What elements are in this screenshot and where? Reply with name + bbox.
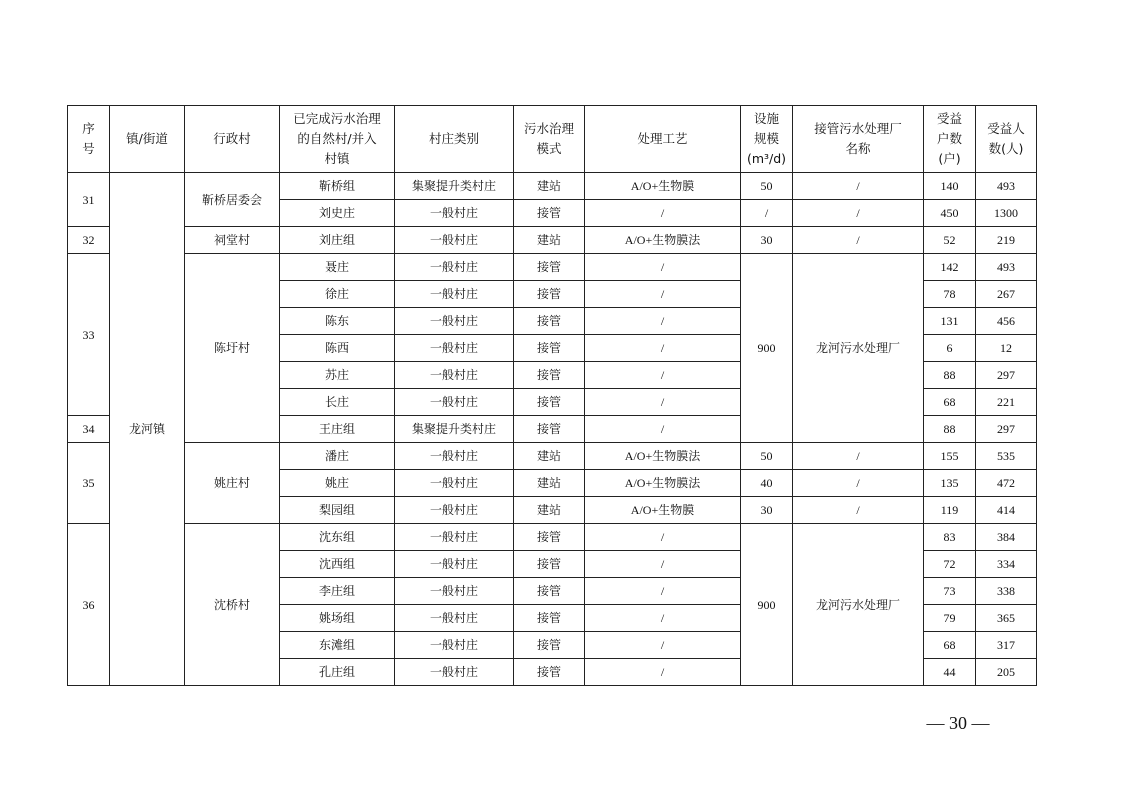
mode-cell: 接管 — [514, 416, 585, 443]
type-cell: 一般村庄 — [395, 443, 514, 470]
population-cell: 493 — [976, 173, 1037, 200]
households-cell: 142 — [924, 254, 976, 281]
village-cell: 沈东组 — [280, 524, 395, 551]
population-cell: 414 — [976, 497, 1037, 524]
village-cell: 长庄 — [280, 389, 395, 416]
scale-merged-cell: 900 — [741, 254, 793, 443]
village-cell: 刘庄组 — [280, 227, 395, 254]
process-cell: A/O+生物膜 — [585, 497, 741, 524]
plant-cell: / — [793, 200, 924, 227]
mode-cell: 建站 — [514, 227, 585, 254]
households-cell: 6 — [924, 335, 976, 362]
mode-cell: 接管 — [514, 335, 585, 362]
header-seq: 序 号 — [68, 106, 110, 173]
plant-merged-cell: 龙河污水处理厂 — [793, 254, 924, 443]
table-row — [68, 524, 1037, 551]
population-cell: 205 — [976, 659, 1037, 686]
population-cell: 12 — [976, 335, 1037, 362]
process-cell: / — [585, 524, 741, 551]
admin-village-cell: 沈桥村 — [185, 524, 280, 686]
plant-cell: / — [793, 443, 924, 470]
type-cell: 一般村庄 — [395, 200, 514, 227]
households-cell: 78 — [924, 281, 976, 308]
village-cell: 陈东 — [280, 308, 395, 335]
village-cell: 沈西组 — [280, 551, 395, 578]
households-cell: 68 — [924, 389, 976, 416]
mode-cell: 接管 — [514, 200, 585, 227]
type-cell: 一般村庄 — [395, 578, 514, 605]
village-cell: 姚庄 — [280, 470, 395, 497]
mode-cell: 接管 — [514, 362, 585, 389]
scale-cell: 50 — [741, 173, 793, 200]
seq-cell: 35 — [68, 443, 110, 524]
plant-cell: / — [793, 173, 924, 200]
village-cell: 徐庄 — [280, 281, 395, 308]
type-cell: 一般村庄 — [395, 632, 514, 659]
village-cell: 姚场组 — [280, 605, 395, 632]
table-row — [68, 173, 1037, 200]
mode-cell: 建站 — [514, 443, 585, 470]
mode-cell: 接管 — [514, 524, 585, 551]
header-admin-village: 行政村 — [185, 106, 280, 173]
mode-cell: 接管 — [514, 254, 585, 281]
mode-cell: 接管 — [514, 605, 585, 632]
households-cell: 52 — [924, 227, 976, 254]
header-process: 处理工艺 — [585, 106, 741, 173]
households-cell: 155 — [924, 443, 976, 470]
mode-cell: 建站 — [514, 173, 585, 200]
village-cell: 东滩组 — [280, 632, 395, 659]
households-cell: 119 — [924, 497, 976, 524]
process-cell: / — [585, 308, 741, 335]
process-cell: / — [585, 416, 741, 443]
households-cell: 131 — [924, 308, 976, 335]
table-row — [68, 254, 1037, 281]
table-row — [68, 443, 1037, 470]
admin-village-cell: 靳桥居委会 — [185, 173, 280, 227]
process-cell: / — [585, 200, 741, 227]
mode-cell: 建站 — [514, 497, 585, 524]
mode-cell: 接管 — [514, 551, 585, 578]
village-cell: 聂庄 — [280, 254, 395, 281]
mode-cell: 建站 — [514, 470, 585, 497]
population-cell: 267 — [976, 281, 1037, 308]
process-cell: A/O+生物膜法 — [585, 227, 741, 254]
plant-cell: / — [793, 497, 924, 524]
plant-cell: / — [793, 227, 924, 254]
households-cell: 450 — [924, 200, 976, 227]
population-cell: 317 — [976, 632, 1037, 659]
households-cell: 88 — [924, 362, 976, 389]
population-cell: 297 — [976, 362, 1037, 389]
type-cell: 集聚提升类村庄 — [395, 416, 514, 443]
village-cell: 孔庄组 — [280, 659, 395, 686]
mode-cell: 接管 — [514, 308, 585, 335]
page-number: — 30 — — [926, 713, 990, 733]
type-cell: 一般村庄 — [395, 551, 514, 578]
header-village-type: 村庄类别 — [395, 106, 514, 173]
households-cell: 73 — [924, 578, 976, 605]
process-cell: / — [585, 281, 741, 308]
scale-cell: 40 — [741, 470, 793, 497]
mode-cell: 接管 — [514, 281, 585, 308]
seq-cell: 32 — [68, 227, 110, 254]
scale-cell: 50 — [741, 443, 793, 470]
population-cell: 297 — [976, 416, 1037, 443]
population-cell: 493 — [976, 254, 1037, 281]
type-cell: 一般村庄 — [395, 362, 514, 389]
process-cell: A/O+生物膜法 — [585, 470, 741, 497]
header-population: 受益人 数(人) — [976, 106, 1037, 173]
header-natural-village: 已完成污水治理 的自然村/并入 村镇 — [280, 106, 395, 173]
scale-merged-cell: 900 — [741, 524, 793, 686]
village-cell: 靳桥组 — [280, 173, 395, 200]
header-town: 镇/街道 — [110, 106, 185, 173]
households-cell: 135 — [924, 470, 976, 497]
plant-cell: / — [793, 470, 924, 497]
wastewater-treatment-table — [67, 105, 1037, 686]
village-cell: 梨园组 — [280, 497, 395, 524]
type-cell: 一般村庄 — [395, 497, 514, 524]
mode-cell: 接管 — [514, 389, 585, 416]
table-row — [68, 227, 1037, 254]
households-cell: 68 — [924, 632, 976, 659]
population-cell: 334 — [976, 551, 1037, 578]
admin-village-cell: 祠堂村 — [185, 227, 280, 254]
scale-cell: 30 — [741, 227, 793, 254]
type-cell: 一般村庄 — [395, 389, 514, 416]
households-cell: 44 — [924, 659, 976, 686]
population-cell: 221 — [976, 389, 1037, 416]
process-cell: / — [585, 659, 741, 686]
type-cell: 一般村庄 — [395, 605, 514, 632]
population-cell: 472 — [976, 470, 1037, 497]
mode-cell: 接管 — [514, 578, 585, 605]
population-cell: 365 — [976, 605, 1037, 632]
header-scale: 设施 规模 (m³/d) — [741, 106, 793, 173]
seq-cell: 36 — [68, 524, 110, 686]
mode-cell: 接管 — [514, 632, 585, 659]
process-cell: A/O+生物膜 — [585, 173, 741, 200]
seq-cell: 33 — [68, 254, 110, 416]
type-cell: 一般村庄 — [395, 281, 514, 308]
households-cell: 79 — [924, 605, 976, 632]
households-cell: 83 — [924, 524, 976, 551]
plant-merged-cell: 龙河污水处理厂 — [793, 524, 924, 686]
header-treatment-mode: 污水治理 模式 — [514, 106, 585, 173]
seq-cell: 34 — [68, 416, 110, 443]
population-cell: 219 — [976, 227, 1037, 254]
process-cell: / — [585, 605, 741, 632]
header-row — [68, 106, 1037, 173]
admin-village-cell: 陈圩村 — [185, 254, 280, 443]
population-cell: 1300 — [976, 200, 1037, 227]
process-cell: / — [585, 578, 741, 605]
type-cell: 一般村庄 — [395, 308, 514, 335]
type-cell: 一般村庄 — [395, 659, 514, 686]
population-cell: 384 — [976, 524, 1037, 551]
village-cell: 刘史庄 — [280, 200, 395, 227]
town-cell: 龙河镇 — [110, 173, 185, 686]
village-cell: 苏庄 — [280, 362, 395, 389]
type-cell: 集聚提升类村庄 — [395, 173, 514, 200]
admin-village-cell: 姚庄村 — [185, 443, 280, 524]
type-cell: 一般村庄 — [395, 470, 514, 497]
process-cell: / — [585, 254, 741, 281]
scale-cell: / — [741, 200, 793, 227]
type-cell: 一般村庄 — [395, 335, 514, 362]
households-cell: 72 — [924, 551, 976, 578]
header-plant: 接管污水处理厂 名称 — [793, 106, 924, 173]
village-cell: 李庄组 — [280, 578, 395, 605]
header-households: 受益 户数 (户) — [924, 106, 976, 173]
process-cell: A/O+生物膜法 — [585, 443, 741, 470]
households-cell: 88 — [924, 416, 976, 443]
process-cell: / — [585, 389, 741, 416]
mode-cell: 接管 — [514, 659, 585, 686]
population-cell: 338 — [976, 578, 1037, 605]
village-cell: 陈西 — [280, 335, 395, 362]
households-cell: 140 — [924, 173, 976, 200]
process-cell: / — [585, 362, 741, 389]
type-cell: 一般村庄 — [395, 524, 514, 551]
population-cell: 535 — [976, 443, 1037, 470]
scale-cell: 30 — [741, 497, 793, 524]
seq-cell: 31 — [68, 173, 110, 227]
process-cell: / — [585, 335, 741, 362]
village-cell: 王庄组 — [280, 416, 395, 443]
type-cell: 一般村庄 — [395, 227, 514, 254]
process-cell: / — [585, 551, 741, 578]
village-cell: 潘庄 — [280, 443, 395, 470]
population-cell: 456 — [976, 308, 1037, 335]
type-cell: 一般村庄 — [395, 254, 514, 281]
process-cell: / — [585, 632, 741, 659]
